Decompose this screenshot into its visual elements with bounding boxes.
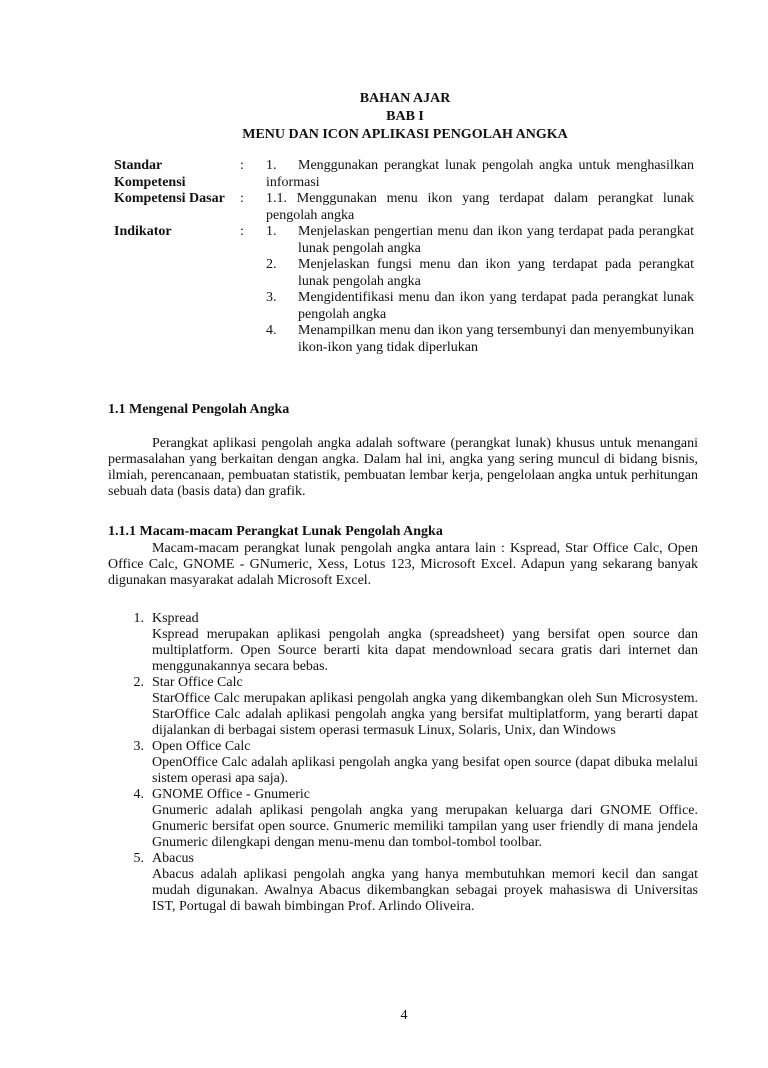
indicator-item: 4. Menampilkan menu dan ikon yang tersembunyi dan menyembunyikan ikon-ikon yang tidak diperlukan xyxy=(266,323,694,355)
competency-table xyxy=(114,158,694,356)
list-item: 3. Open Office Calc OpenOffice Calc adalah aplikasi pengolah angka yang besifat open source (dapat dibuka melalui sistem operasi apa saja). xyxy=(133,739,698,786)
title-block xyxy=(0,90,768,144)
dasar-row: Kompetensi Dasar : 1.1. Menggunakan menu ikon yang terdapat dalam perangkat lunak pengolah angka xyxy=(114,191,694,223)
list-item-desc: Kspread merupakan aplikasi pengolah angka (spreadsheet) yang bersifat open source dan multiplatform. Open Source berarti kita dapat mendownload secara gratis dari internet dan menggunakannya secara bebas. xyxy=(152,627,698,674)
list-item-title: Kspread xyxy=(152,611,199,626)
list-item-title: Abacus xyxy=(152,851,194,866)
list-item-desc: Gnumeric adalah aplikasi pengolah angka yang merupakan keluarga dari GNOME Office. Gnumeric bersifat open source. Gnumeric memiliki tampilan yang user friendly di mana jendela Gnumeric dilengkapi dengan menu-menu dan tombol-tombol toolbar. xyxy=(152,803,698,850)
indikator-label: Indikator xyxy=(114,224,172,239)
list-item-title: GNOME Office - Gnumeric xyxy=(152,787,310,802)
indicator-item: 3. Mengidentifikasi menu dan ikon yang terdapat pada perangkat lunak pengolah angka xyxy=(266,290,694,322)
indicator-item: 2. Menjelaskan fungsi menu dan ikon yang terdapat pada perangkat lunak pengolah angka xyxy=(266,257,694,289)
dasar-text: 1.1. Menggunakan menu ikon yang terdapat dalam perangkat lunak pengolah angka xyxy=(266,191,694,223)
dasar-label: Kompetensi Dasar xyxy=(114,191,225,206)
list-item-desc: OpenOffice Calc adalah aplikasi pengolah angka yang besifat open source (dapat dibuka melalui sistem operasi apa saja). xyxy=(152,755,698,786)
list-item-desc: Abacus adalah aplikasi pengolah angka yang hanya membutuhkan memori kecil dan sangat mudah digunakan. Awalnya Abacus dikembangkan sebagai proyek mahasiswa di Universitas IST, Portugal di bawah bimbingan Prof. Arlindo Oliveira. xyxy=(152,867,698,914)
list-item-title: Open Office Calc xyxy=(152,739,251,754)
section-heading-1-1: 1.1 Mengenal Pengolah Angka xyxy=(108,402,290,417)
software-list xyxy=(108,611,698,915)
list-item: 2. Star Office Calc StarOffice Calc merupakan aplikasi pengolah angka yang dikembangkan oleh Sun Microsystem. StarOffice Calc adalah aplikasi pengolah angka yang bersifat multiplatform, yang berarti dapat dijalankan di berbagai sistem operasi termasuk Linux, Solaris, Unix, dan Windows xyxy=(133,675,698,738)
standar-text: 1. Menggunakan perangkat lunak pengolah angka untuk menghasilkan informasi xyxy=(266,158,694,190)
indikator-list xyxy=(266,224,694,356)
section-1-1-paragraph: Perangkat aplikasi pengolah angka adalah software (perangkat lunak) khusus untuk menangani permasalahan yang berkaitan dengan angka. Dalam hal ini, angka yang sering muncul di bidang bisnis, ilmiah, perencanaan, pembuatan statistik, pembuatan lembar kerja, pengelolaan angka untuk perhitungan sebuah data (basis data) dan grafik. xyxy=(108,436,698,499)
doc-title: BAHAN AJAR xyxy=(359,91,451,106)
page-number: 4 xyxy=(400,1008,408,1023)
standar-row: Standar Kompetensi : 1. Menggunakan perangkat lunak pengolah angka untuk menghasilkan informasi xyxy=(114,158,694,190)
list-item-title: Star Office Calc xyxy=(152,675,243,690)
list-item: 4. GNOME Office - Gnumeric Gnumeric adalah aplikasi pengolah angka yang merupakan keluarga dari GNOME Office. Gnumeric bersifat open source. Gnumeric memiliki tampilan yang user friendly di mana jendela Gnumeric dilengkapi dengan menu-menu dan tombol-tombol toolbar. xyxy=(133,787,698,850)
list-item: 1. Kspread Kspread merupakan aplikasi pengolah angka (spreadsheet) yang bersifat open source dan multiplatform. Open Source berarti kita dapat mendownload secara gratis dari internet dan menggunakannya secara bebas. xyxy=(133,611,698,674)
indicator-item: 1. Menjelaskan pengertian menu dan ikon yang terdapat pada perangkat lunak pengolah angka xyxy=(266,224,694,256)
chapter-title: MENU DAN ICON APLIKASI PENGOLAH ANGKA xyxy=(242,127,568,142)
indikator-row: Indikator : 1. Menjelaskan pengertian menu dan ikon yang terdapat pada perangkat lunak pengolah angka 2. Menjelaskan fungsi menu dan ikon yang terdapat pada perangkat lunak pengolah angka 3. Mengidentifikasi menu dan ikon yang terdapat pada perangkat lunak pengolah angka 4. Menampilkan menu dan ikon yang tersembunyi dan menyembunyikan ikon-ikon yang tidak diperlukan xyxy=(114,224,694,355)
section-heading-1-1-1: 1.1.1 Macam-macam Perangkat Lunak Pengolah Angka xyxy=(108,524,443,539)
standar-label: Standar Kompetensi xyxy=(114,158,186,190)
chapter-label: BAB I xyxy=(386,109,424,124)
section-1-1-1-paragraph: Macam-macam perangkat lunak pengolah angka antara lain : Kspread, Star Office Calc, Open Office Calc, GNOME - GNumeric, Xess, Lotus 123, Microsoft Excel. Adapun yang sekarang banyak digunakan masyarakat adalah Microsoft Excel. xyxy=(108,541,698,588)
list-item-desc: StarOffice Calc merupakan aplikasi pengolah angka yang dikembangkan oleh Sun Microsystem. StarOffice Calc adalah aplikasi pengolah angka yang bersifat multiplatform, yang berarti dapat dijalankan di berbagai sistem operasi termasuk Linux, Solaris, Unix, dan Windows xyxy=(152,691,698,738)
list-item: 5. Abacus Abacus adalah aplikasi pengolah angka yang hanya membutuhkan memori kecil dan sangat mudah digunakan. Awalnya Abacus dikembangkan sebagai proyek mahasiswa di Universitas IST, Portugal di bawah bimbingan Prof. Arlindo Oliveira. xyxy=(133,851,698,914)
